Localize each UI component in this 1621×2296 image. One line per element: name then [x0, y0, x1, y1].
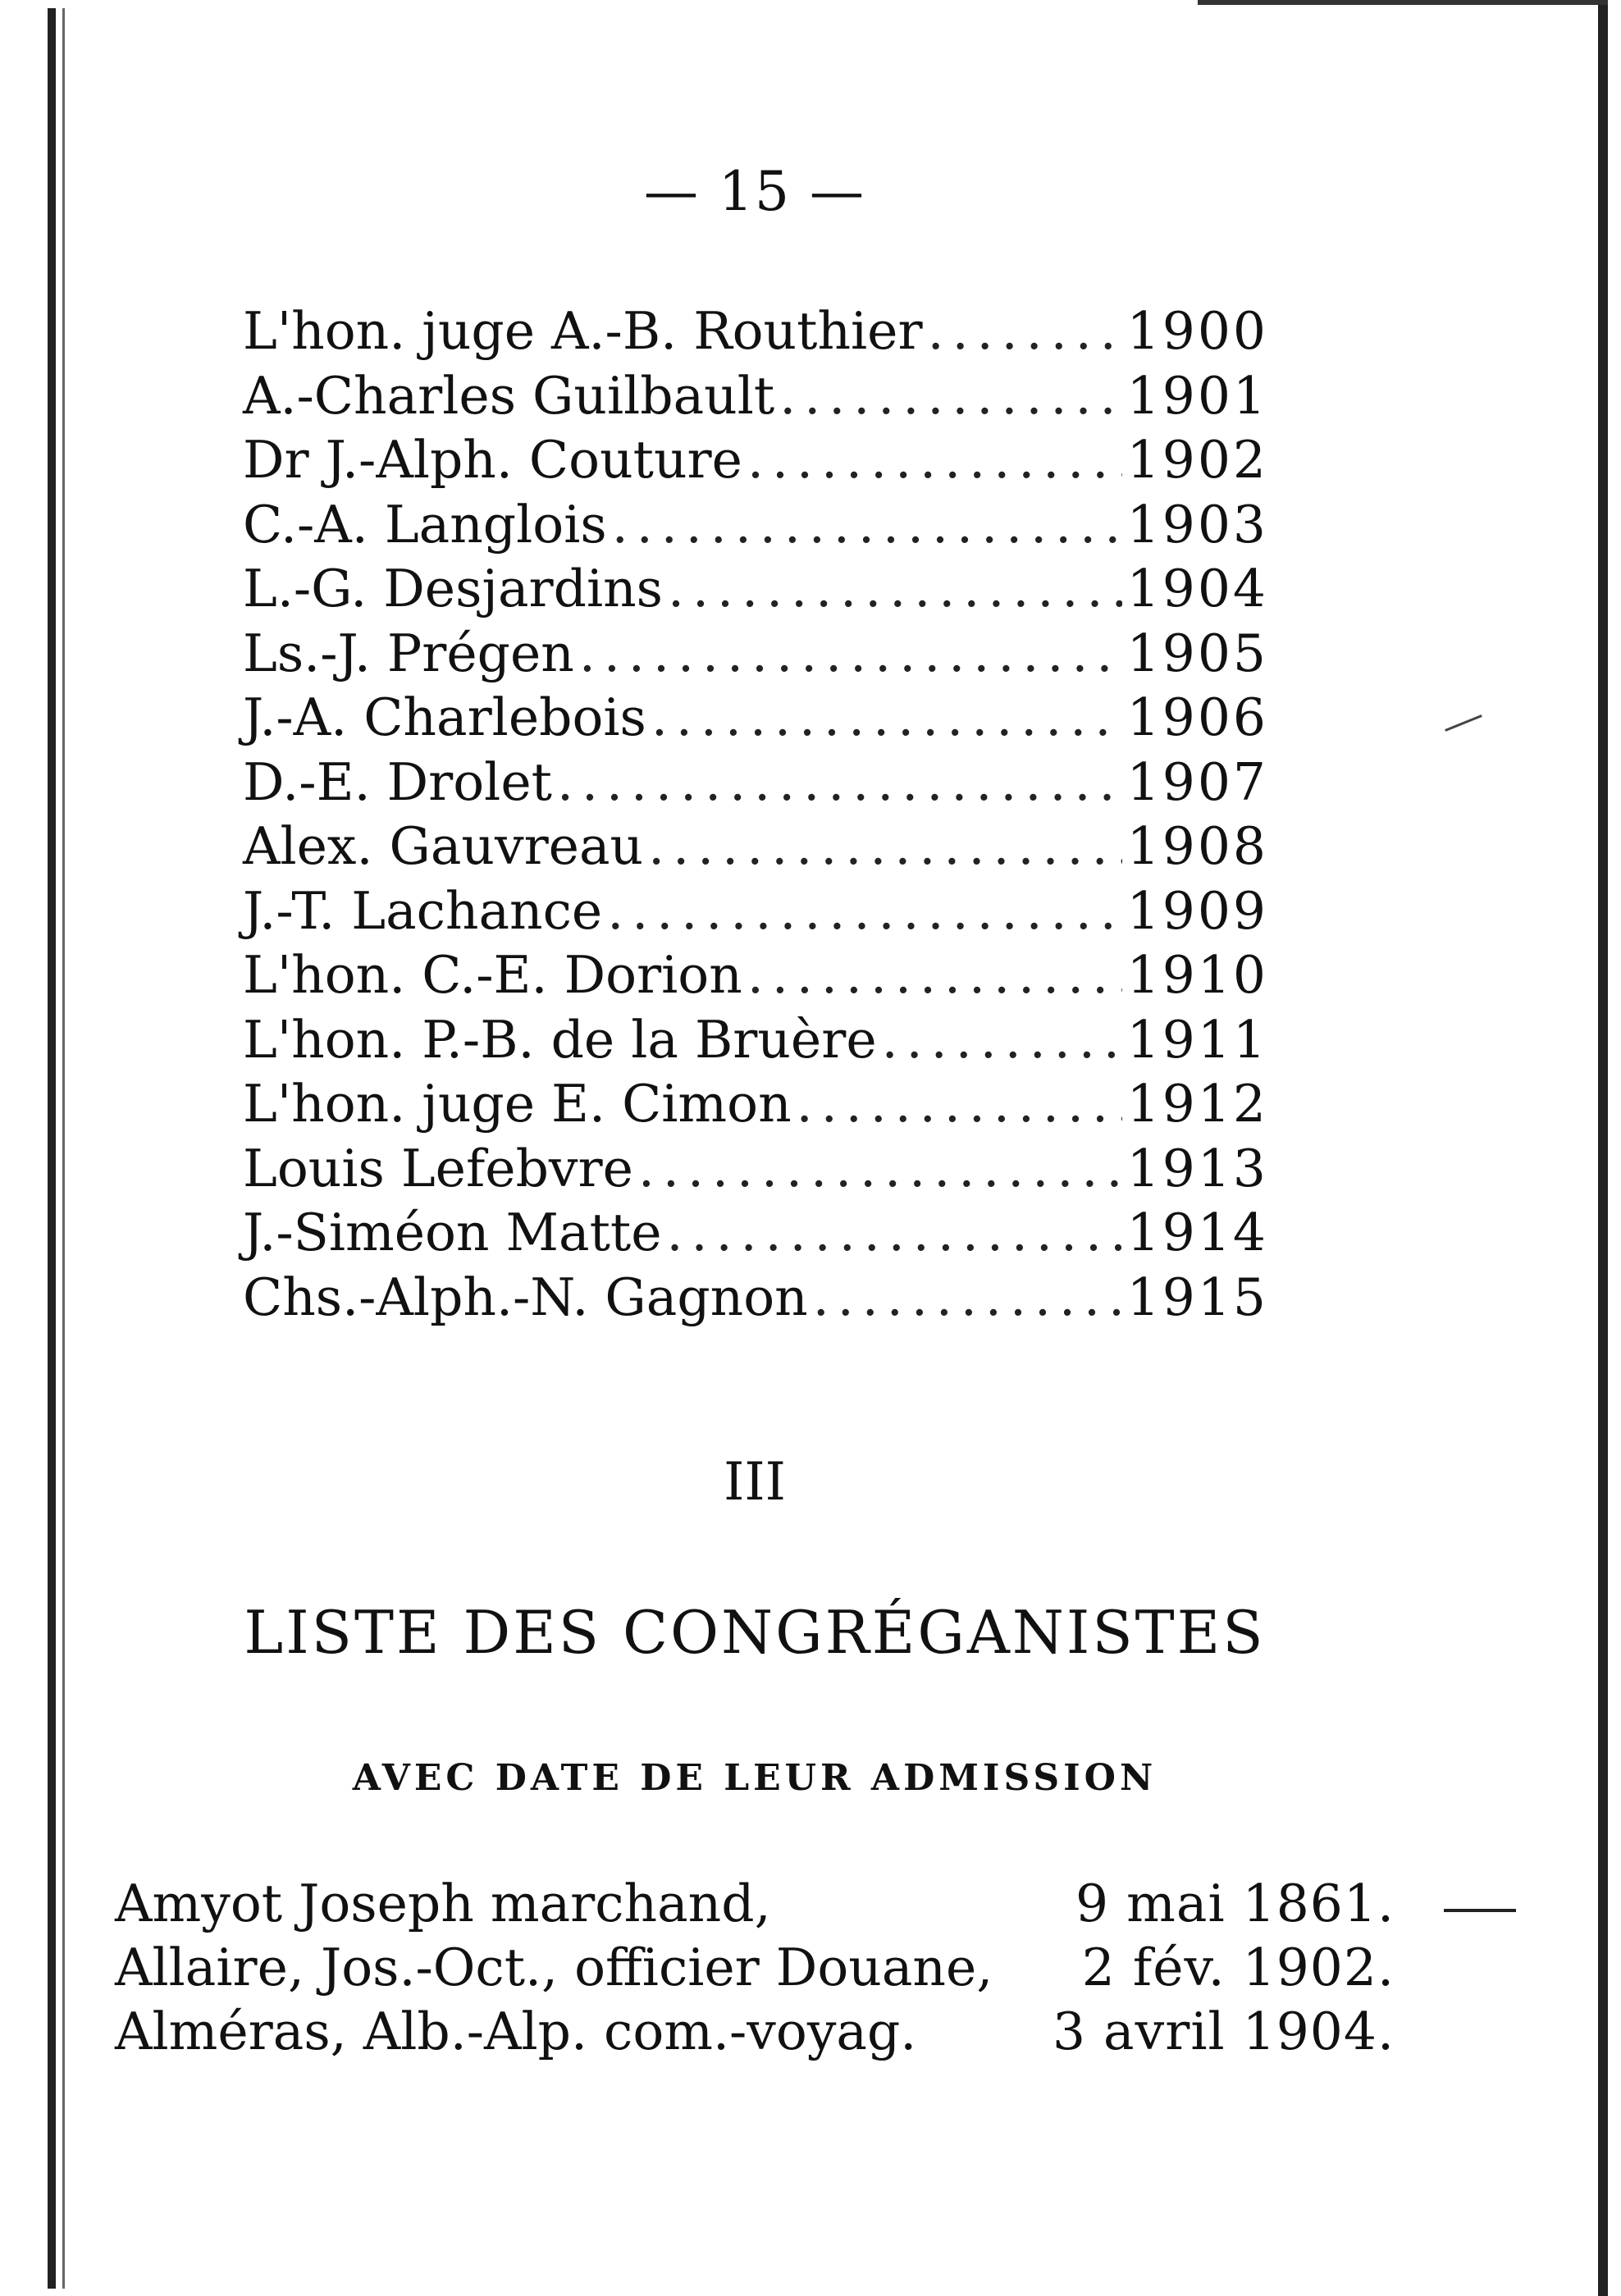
dot-leader	[668, 557, 1122, 622]
list-item	[243, 1201, 1268, 1266]
list-item	[115, 1872, 1395, 1936]
list-item	[243, 428, 1268, 493]
page-left-edge-line	[62, 8, 65, 2289]
roll-year: 1905	[1126, 623, 1268, 683]
section-numeral: III	[724, 1452, 786, 1513]
roll-name: Alex. Gauvreau	[243, 816, 644, 876]
margin-tick-mark	[1445, 714, 1482, 732]
roll-year: 1909	[1126, 880, 1268, 941]
roll-year: 1907	[1126, 751, 1268, 812]
dot-leader	[638, 1137, 1122, 1202]
admission-date: 2 fév. 1902.	[1081, 1938, 1395, 1997]
list-item	[243, 879, 1268, 944]
roll-year: 1911	[1126, 1009, 1268, 1070]
roll-name: C.-A. Langlois	[243, 494, 607, 555]
admission-date: 3 avril 1904.	[1052, 2002, 1395, 2061]
roll-name: L'hon. juge E. Cimon	[243, 1074, 792, 1134]
list-item	[243, 364, 1268, 429]
dot-leader	[928, 299, 1122, 364]
roll-name: J.-T. Lachance	[243, 880, 603, 941]
admission-date: 9 mai 1861.	[1075, 1874, 1395, 1933]
dot-leader	[747, 943, 1122, 1008]
dot-leader	[651, 686, 1122, 751]
roll-name: L'hon. P.-B. de la Bruère	[243, 1009, 877, 1070]
dot-leader	[557, 751, 1122, 815]
list-item	[243, 1137, 1268, 1202]
section-title: LISTE DES CONGRÉGANISTES	[244, 1598, 1266, 1667]
roll-name: Ls.-J. Prégen	[243, 623, 574, 683]
roll-year: 1901	[1126, 365, 1268, 426]
roll-year: 1915	[1126, 1267, 1268, 1327]
list-item	[243, 299, 1268, 364]
section-subtitle: AVEC DATE DE LEUR ADMISSION	[352, 1757, 1158, 1799]
roll-year: 1908	[1126, 816, 1268, 876]
roll-year: 1910	[1126, 945, 1268, 1005]
roll-year: 1912	[1126, 1074, 1268, 1134]
list-item	[243, 815, 1268, 879]
dot-leader	[607, 879, 1121, 944]
roll-name: J.-Siméon Matte	[243, 1203, 662, 1262]
roll-name: J.-A. Charlebois	[243, 687, 646, 747]
roll-name: Louis Lefebvre	[243, 1138, 633, 1198]
list-item	[243, 622, 1268, 687]
list-item	[243, 686, 1268, 751]
page-left-edge	[48, 8, 56, 2289]
dot-leader	[612, 493, 1122, 558]
list-item	[243, 1072, 1268, 1137]
list-item	[243, 751, 1268, 815]
member-entry: Allaire, Jos.-Oct., officier Douane,	[115, 1938, 993, 1997]
roll-name: L'hon. juge A.-B. Routhier	[243, 301, 923, 361]
margin-dash-mark	[1444, 1909, 1516, 1912]
roll-year: 1906	[1126, 687, 1268, 747]
list-item	[243, 1266, 1268, 1331]
list-item	[115, 2000, 1395, 2064]
roll-name: Dr J.-Alph. Couture	[243, 430, 742, 490]
page-right-edge	[1598, 0, 1608, 2296]
roll-name: L'hon. C.-E. Dorion	[243, 945, 742, 1005]
roll-year: 1913	[1126, 1138, 1268, 1198]
dot-leader	[779, 364, 1121, 429]
list-item	[243, 557, 1268, 622]
roll-year: 1903	[1126, 494, 1268, 555]
roll-name: Chs.-Alph.-N. Gagnon	[243, 1267, 808, 1327]
dot-leader	[813, 1266, 1122, 1331]
page-number: — 15 —	[644, 160, 865, 223]
roll-year: 1914	[1126, 1203, 1268, 1262]
roll-year: 1900	[1126, 301, 1268, 361]
honor-roll-list	[243, 299, 1268, 1330]
roll-year: 1902	[1126, 430, 1268, 490]
page-top-edge	[1198, 0, 1608, 5]
list-item	[115, 1936, 1395, 2000]
dot-leader	[667, 1201, 1122, 1266]
list-item	[243, 943, 1268, 1008]
dot-leader	[648, 815, 1122, 879]
member-list	[115, 1872, 1395, 2064]
dot-leader	[579, 622, 1122, 687]
roll-name: D.-E. Drolet	[243, 751, 552, 812]
dot-leader	[747, 428, 1122, 493]
dot-leader	[882, 1008, 1122, 1073]
roll-year: 1904	[1126, 559, 1268, 619]
member-entry: Amyot Joseph marchand,	[115, 1874, 771, 1933]
roll-name: A.-Charles Guilbault	[243, 365, 775, 426]
roll-name: L.-G. Desjardins	[243, 559, 663, 619]
list-item	[243, 1008, 1268, 1073]
dot-leader	[797, 1072, 1122, 1137]
member-entry: Alméras, Alb.-Alp. com.-voyag.	[115, 2002, 917, 2061]
list-item	[243, 493, 1268, 558]
